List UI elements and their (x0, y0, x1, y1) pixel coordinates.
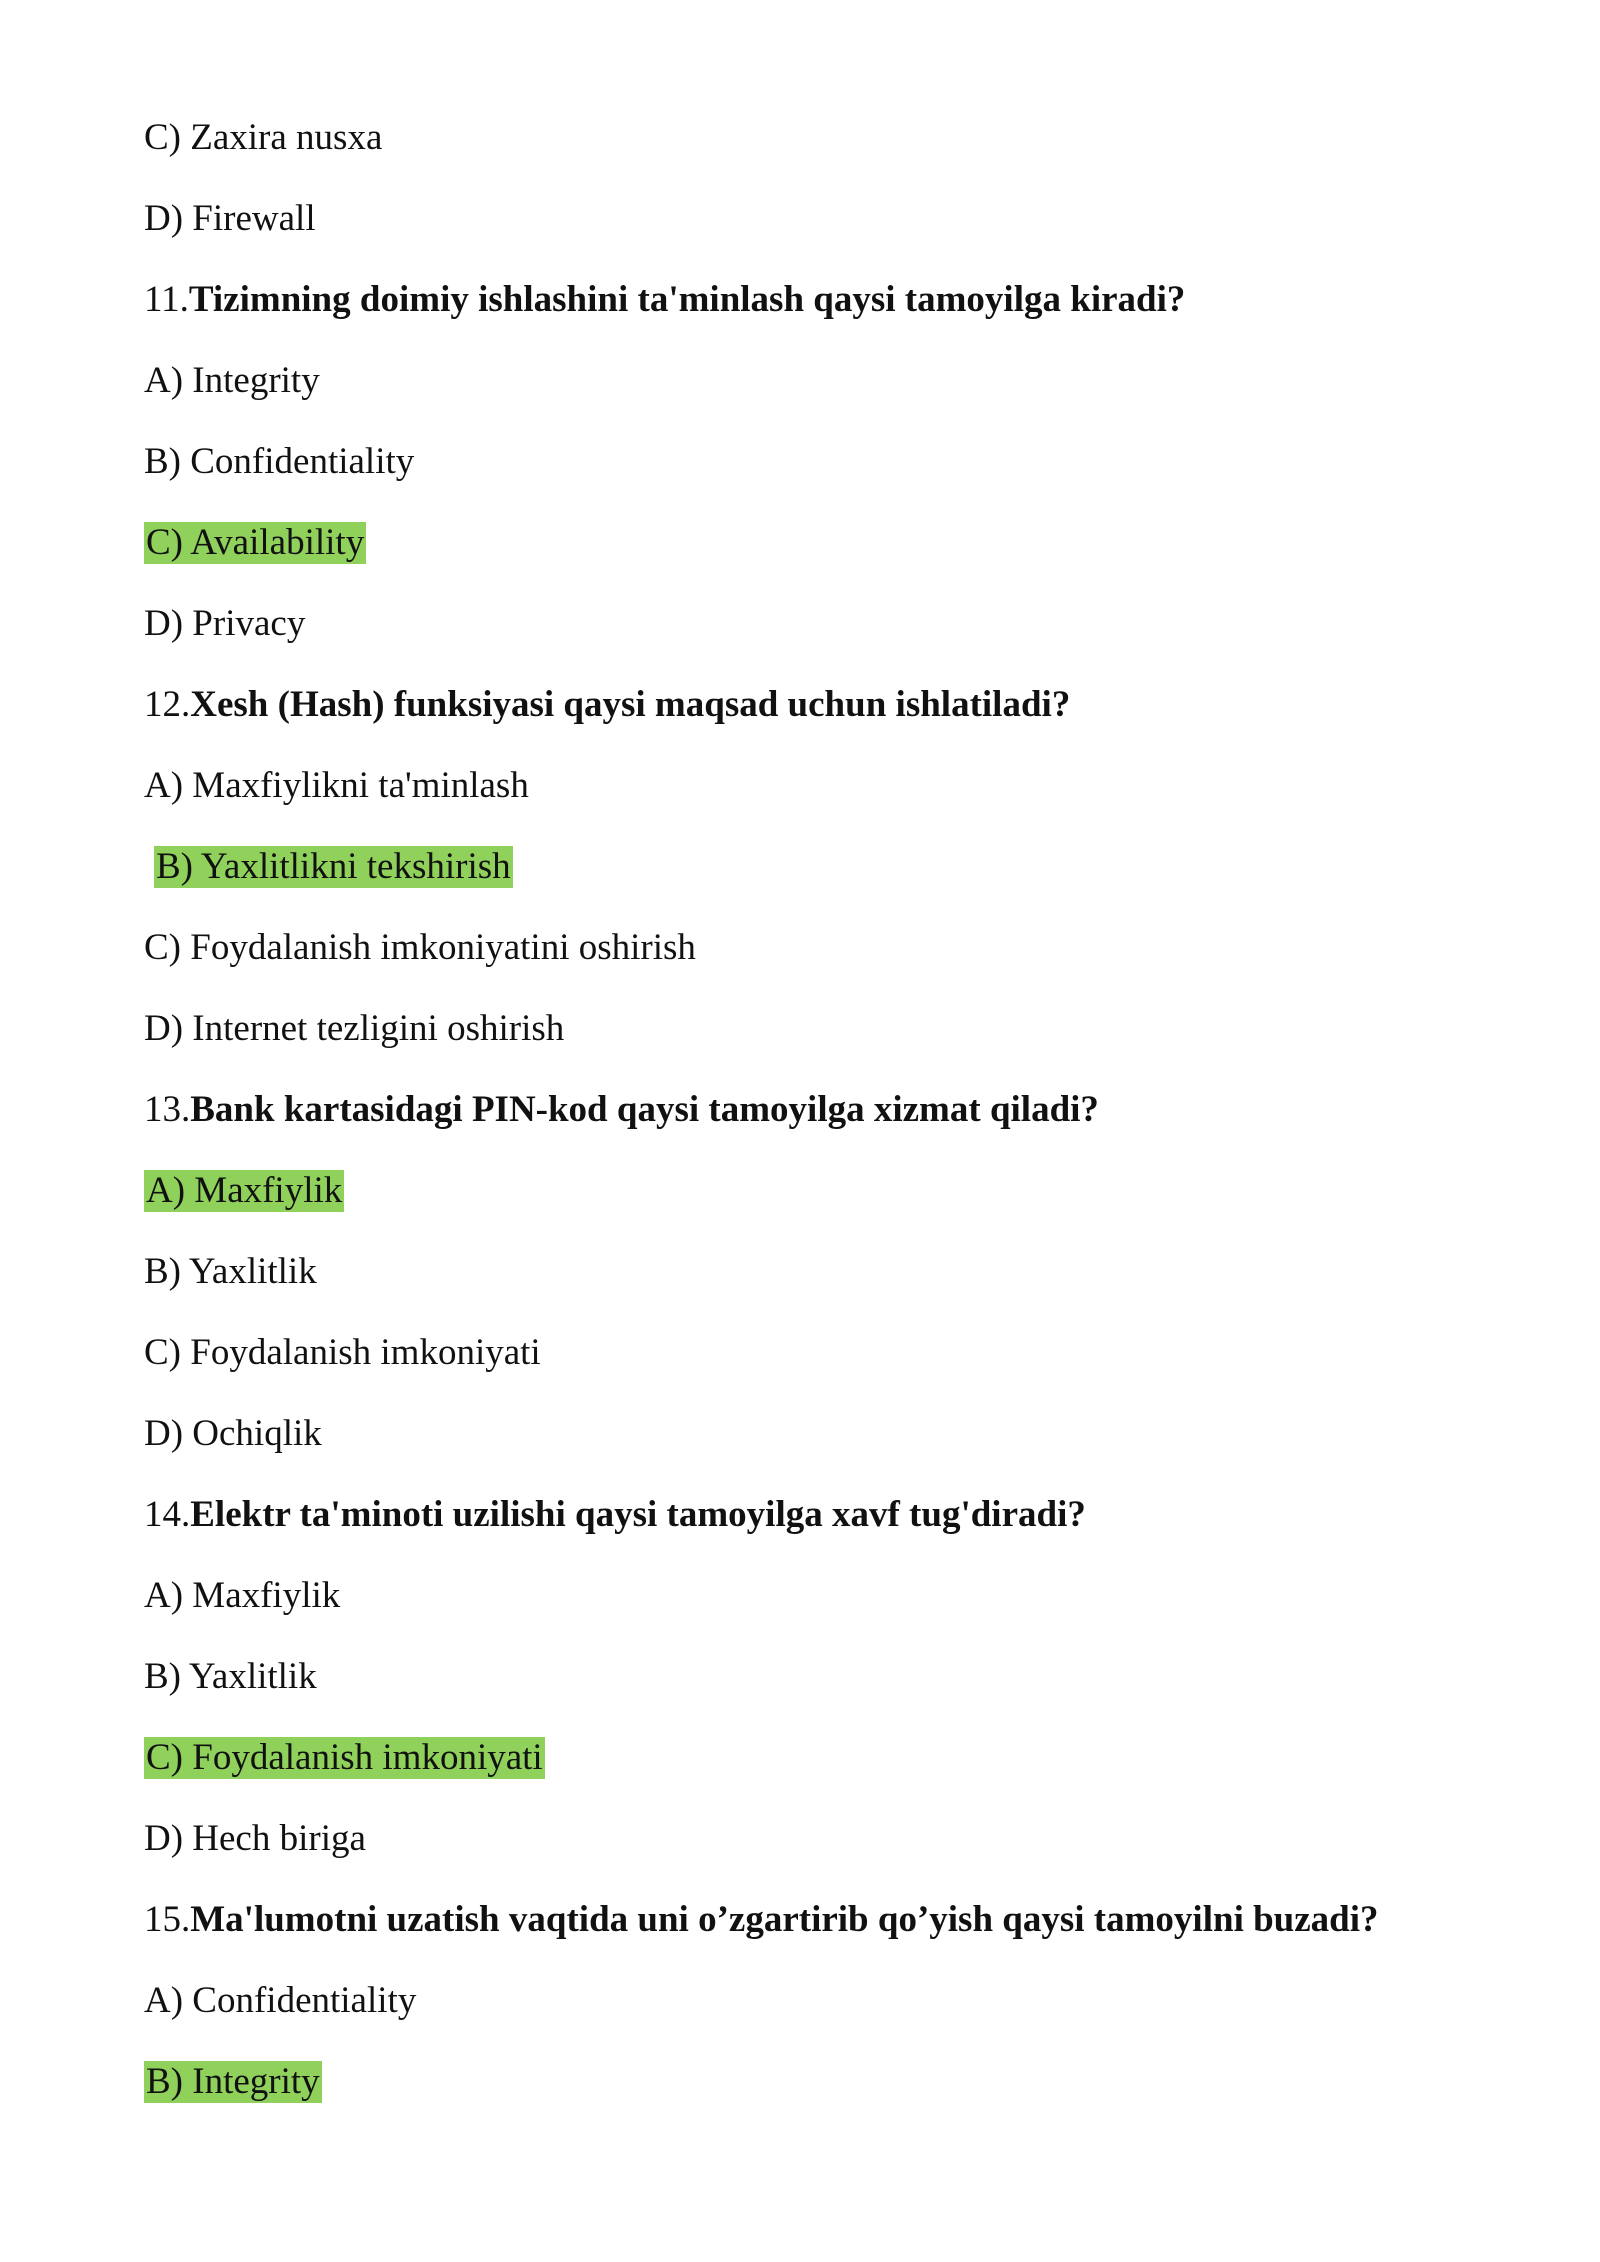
question-number: 15. (144, 1899, 191, 1940)
answer-option (144, 351, 1544, 432)
correct-answer-option (144, 1161, 1544, 1242)
answer-option (144, 1404, 1544, 1485)
highlighted-option-text: B) Yaxlitlikni tekshirish (156, 846, 511, 887)
option-text: D) Hech biriga (144, 1818, 366, 1859)
correct-answer-option (144, 2052, 1544, 2133)
quiz-content (144, 108, 1544, 2133)
answer-option (144, 1242, 1544, 1323)
question-14 (144, 1485, 1544, 1566)
highlighted-option-text: C) Foydalanish imkoniyati (146, 1737, 543, 1778)
option-text: A) Maxfiylik (144, 1575, 341, 1616)
question-text: Ma'lumotni uzatish vaqtida uni o’zgartirib qo’yish qaysi tamoyilni buzadi? (190, 1899, 1379, 1940)
highlighted-option-text: C) Availability (146, 522, 365, 563)
option-text: D) Firewall (144, 198, 316, 239)
correct-answer-option (144, 837, 1544, 918)
option-text: B) Confidentiality (144, 441, 415, 482)
question-text: Bank kartasidagi PIN-kod qaysi tamoyilga xizmat qiladi? (190, 1089, 1099, 1130)
option-text: D) Internet tezligini oshirish (144, 1008, 565, 1049)
question-number: 11. (144, 279, 189, 320)
question-text: Elektr ta'minoti uzilishi qaysi tamoyilga xavf tug'diradi? (190, 1494, 1086, 1535)
option-text: C) Zaxira nusxa (144, 117, 383, 158)
option-text: A) Maxfiylikni ta'minlash (144, 765, 529, 806)
option-text: C) Foydalanish imkoniyati (144, 1332, 541, 1373)
answer-option (144, 918, 1544, 999)
answer-option (144, 594, 1544, 675)
question-text: Xesh (Hash) funksiyasi qaysi maqsad uchun ishlatiladi? (190, 684, 1071, 725)
correct-answer-option (144, 513, 1544, 594)
question-number: 12. (144, 684, 191, 725)
option-text: A) Integrity (144, 360, 320, 401)
highlighted-option-text: A) Maxfiylik (146, 1170, 343, 1211)
answer-option (144, 999, 1544, 1080)
option-text: C) Foydalanish imkoniyatini oshirish (144, 927, 696, 968)
question-12 (144, 675, 1544, 756)
answer-option (144, 1647, 1544, 1728)
question-text: Tizimning doimiy ishlashini ta'minlash qaysi tamoyilga kiradi? (188, 279, 1186, 320)
question-number: 13. (144, 1089, 191, 1130)
highlighted-option-text: B) Integrity (146, 2061, 320, 2102)
question-15 (144, 1890, 1544, 1971)
answer-option (144, 108, 1544, 189)
option-text: B) Yaxlitlik (144, 1251, 317, 1292)
option-text: B) Yaxlitlik (144, 1656, 317, 1697)
option-text: A) Confidentiality (144, 1980, 417, 2021)
answer-option (144, 189, 1544, 270)
answer-option (144, 1809, 1544, 1890)
answer-option (144, 1323, 1544, 1404)
answer-option (144, 756, 1544, 837)
correct-answer-option (144, 1728, 1544, 1809)
answer-option (144, 432, 1544, 513)
question-11 (144, 270, 1544, 351)
question-13 (144, 1080, 1544, 1161)
answer-option (144, 1566, 1544, 1647)
question-number: 14. (144, 1494, 191, 1535)
answer-option (144, 1971, 1544, 2052)
option-text: D) Ochiqlik (144, 1413, 322, 1454)
option-text: D) Privacy (144, 603, 306, 644)
